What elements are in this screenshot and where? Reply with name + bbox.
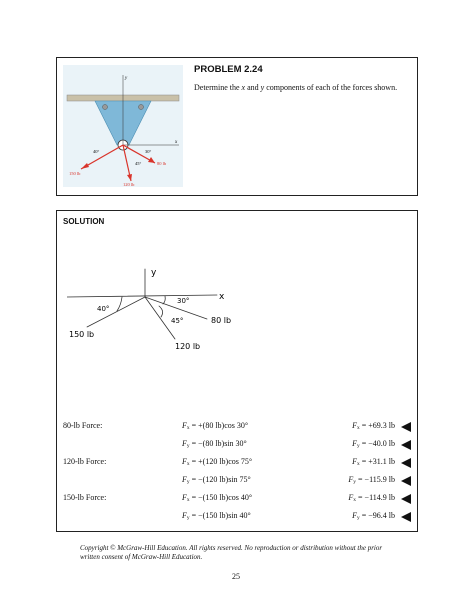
answer-marker-icon xyxy=(401,458,411,468)
axis-label-y: y xyxy=(125,76,128,81)
answer-marker-icon xyxy=(401,512,411,522)
handwritten-sketch xyxy=(67,261,257,361)
force-label: 80-lb Force: xyxy=(63,421,103,430)
component-equation: $F_x = +(120$ lb)cos 75° xyxy=(182,457,253,467)
force-label: 150-lb Force: xyxy=(63,493,107,502)
component-result: $F_y = -115.9$ lb xyxy=(348,475,395,485)
component-result: $F_y = -40.0$ lb xyxy=(352,439,395,449)
component-equation: $F_x = -(150$ lb)cos 40° xyxy=(182,493,253,503)
sketch-force-120-label: 120 lb xyxy=(175,342,201,351)
page-number: 25 xyxy=(232,572,240,581)
component-equation: $F_y = -(120$ lb)sin 75° xyxy=(182,475,251,485)
component-equation: $F_y = -(80$ lb)sin 30° xyxy=(182,439,247,449)
copyright-notice: Copyright © McGraw-Hill Education. All rights reserved. No reproduction or distribution without the prior written consent of McGraw-Hill Education. xyxy=(80,544,383,561)
sketch-x-axis xyxy=(67,295,217,297)
solution-title: SOLUTION xyxy=(63,217,105,226)
sketch-arc-30 xyxy=(163,296,165,304)
force-150-label: 150 lb xyxy=(69,171,81,176)
angle-45-label: 45° xyxy=(135,161,142,166)
problem-figure xyxy=(63,65,183,187)
answer-marker-icon xyxy=(401,494,411,504)
answer-marker-icon xyxy=(401,422,411,432)
bolt-left xyxy=(103,105,108,110)
solution-box xyxy=(56,210,418,532)
component-result: $F_x = +31.1$ lb xyxy=(352,457,395,467)
sketch-force-150 xyxy=(87,297,145,327)
bolt-right xyxy=(139,105,144,110)
force-label: 120-lb Force: xyxy=(63,457,107,466)
sketch-angle-45: 45° xyxy=(171,317,184,325)
component-result: $F_x = +69.3$ lb xyxy=(352,421,395,431)
component-result: $F_x = -114.9$ lb xyxy=(348,493,395,503)
sketch-x-label: x xyxy=(219,292,225,302)
force-80-label: 80 lb xyxy=(157,161,167,166)
answer-marker-icon xyxy=(401,440,411,450)
sketch-angle-40: 40° xyxy=(97,305,110,313)
axis-label-x: x xyxy=(175,140,178,145)
force-120-label: 120 lb xyxy=(123,182,135,187)
sketch-force-80 xyxy=(145,297,207,319)
sketch-angle-30: 30° xyxy=(177,297,190,305)
sketch-arc-45 xyxy=(159,306,163,317)
component-result: $F_y = -96.4$ lb xyxy=(352,511,395,521)
sketch-force-150-label: 150 lb xyxy=(69,330,95,339)
component-equation: $F_y = -(150$ lb)sin 40° xyxy=(182,511,251,521)
problem-statement: Determine the x and y components of each of the forces shown. xyxy=(194,83,398,92)
problem-box xyxy=(56,57,418,196)
answer-marker-icon xyxy=(401,476,411,486)
component-equation: $F_x = +(80$ lb)cos 30° xyxy=(182,421,249,431)
problem-title: PROBLEM 2.24 xyxy=(194,64,263,75)
force-diagram xyxy=(63,65,183,187)
sketch-force-80-label: 80 lb xyxy=(211,316,232,325)
angle-30-label: 30° xyxy=(145,149,152,154)
sketch-y-label: y xyxy=(151,268,157,278)
angle-40-label: 40° xyxy=(93,149,100,154)
